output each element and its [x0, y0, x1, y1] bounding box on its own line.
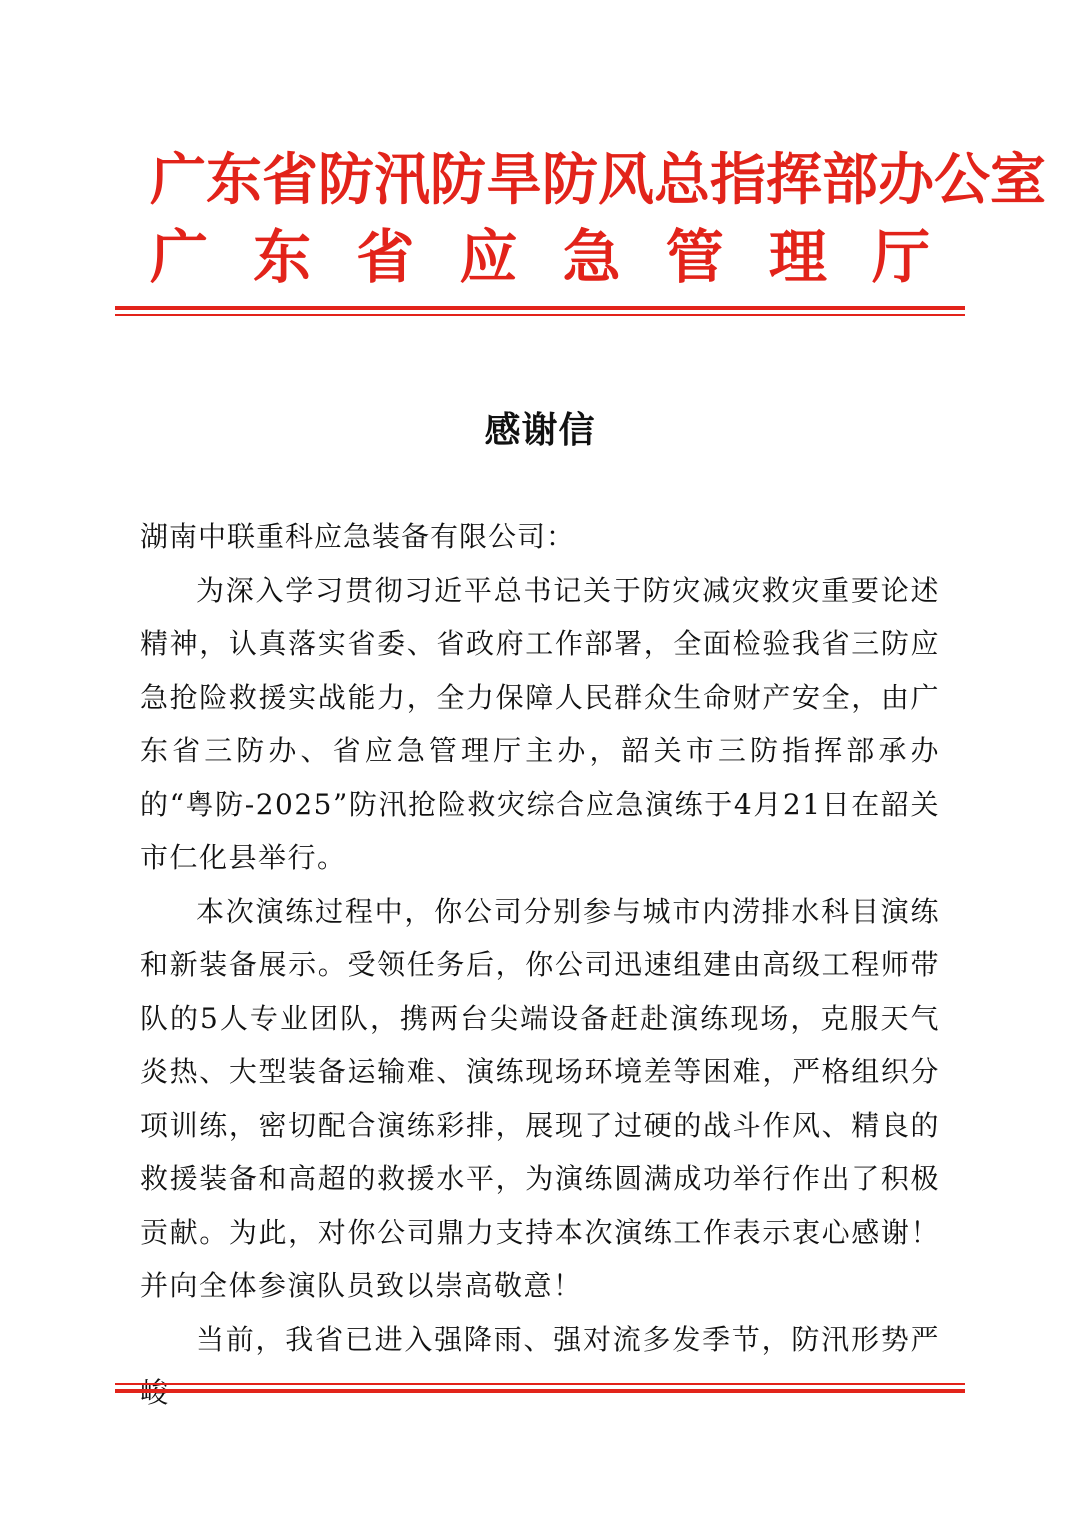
- footer-red-rule-thin: [115, 1383, 965, 1385]
- letter-title: 感谢信: [484, 409, 596, 451]
- issuing-office-line-2: 广东省应急管理厅: [150, 223, 930, 291]
- header-red-rule-thick: [115, 306, 965, 310]
- letter-paragraph: 当前，我省已进入强降雨、强对流多发季节，防汛形势严: [196, 1322, 940, 1356]
- letter-body: [140, 510, 940, 1420]
- header-red-rule-thin: [115, 314, 965, 316]
- issuing-office-line-1: 广东省防汛防旱防风总指挥部办公室: [150, 147, 1046, 213]
- letter-paragraph: 本次演练过程中，你公司分别参与城市内涝排水科目演练和新装备展示。受领任务后，你公司迅速组建由高级工程师带队的5人专业团队，携两台尖端设备赶赴演练现场，克服天气炎热、大型装备运输难、演练现场环境差等困难，严格组织分项训练，密切配合演练彩排，展现了过硬的战斗作风、精良的救援装备和高超的救援水平，为演练圆满成功举行作出了积极贡献。为此，对你公司鼎力支持本次演练工作表示衷心感谢！并向全体参演队员致以崇高敬意！: [140, 894, 940, 1302]
- letter-paragraph: 为深入学习贯彻习近平总书记关于防灾减灾救灾重要论述精神，认真落实省委、省政府工作部署，全面检验我省三防应急抢险救援实战能力，全力保障人民群众生命财产安全，由广东省三防办、省应急管理厅主办，韶关市三防指挥部承办的“粤防-2025”防汛抢险救灾综合应急演练于4月21日在韶关市仁化县举行。: [140, 573, 940, 874]
- letter-salutation: 湖南中联重科应急装备有限公司：: [140, 520, 576, 553]
- footer-red-rule-thick: [115, 1389, 965, 1393]
